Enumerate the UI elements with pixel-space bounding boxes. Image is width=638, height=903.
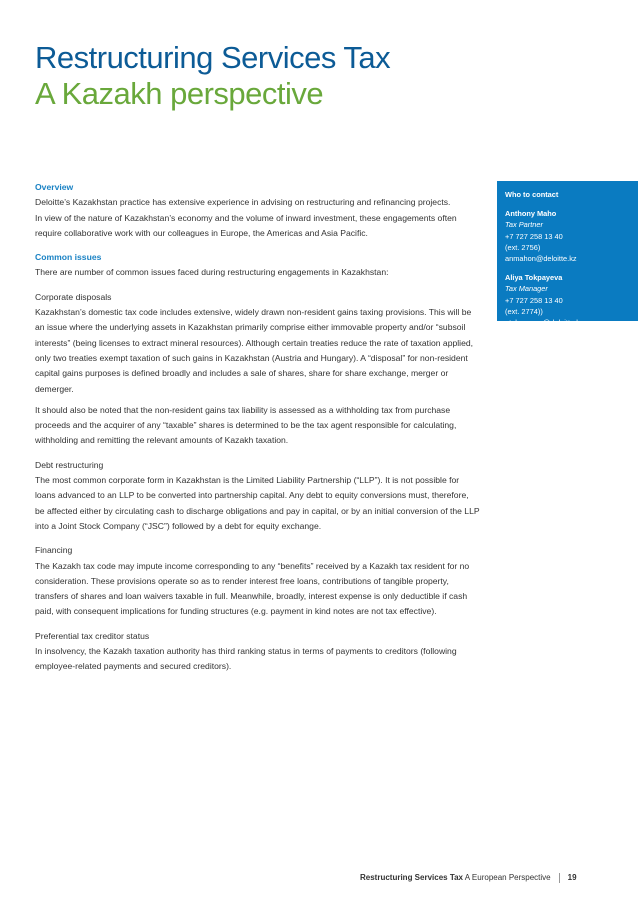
overview-line-1: Deloitte’s Kazakhstan practice has extensive experience in advising on restructuring and refinancing projects. bbox=[35, 197, 451, 208]
contact-card bbox=[505, 208, 638, 264]
corporate-disposals-text: Kazakhstan’s domestic tax code includes extensive, widely drawn non-resident gains taxing provisions. This will be an issue where the underlying assets in Kazakhstan primarily comprise either immovable property and/or “subsoil interests” (being licenses to extract mineral resources). Although certain treaties reduce the rate of taxation applied, only two treaties exempt taxation of such gains in Kazakhstan (Austria and Hungary). A “disposal” for non-resident capital gains purposes is defined broadly and includes a sale of shares, share for share exchange, merger or demerger. bbox=[35, 307, 474, 394]
footer-title-rest: A European Perspective bbox=[463, 873, 551, 882]
corporate-disposals-section bbox=[35, 290, 480, 449]
contact-role: Tax Partner bbox=[505, 220, 543, 230]
contact-name: Anthony Maho bbox=[505, 209, 557, 219]
footer-divider bbox=[559, 873, 560, 883]
debt-restructuring-heading: Debt restructuring bbox=[35, 459, 104, 470]
debt-restructuring-text: The most common corporate form in Kazakhstan is the Limited Liability Partnership (“LLP”). It is not possible for loans advanced to an LLP to be converted into partnership capital. Any debt to equity conversions must, therefore, be affected either by circulating cash to discharge obligations and pay in capital, or by an initial conversion of the LLP into a Joint Stock Company (“JSC”) followed by a debt for equity exchange. bbox=[35, 475, 480, 531]
contact-ext: (ext. 2774)) bbox=[505, 306, 543, 316]
page-number: 19 bbox=[567, 873, 577, 882]
contact-phone: +7 727 258 13 40 bbox=[505, 231, 563, 241]
debt-restructuring-section bbox=[35, 458, 480, 534]
contact-sidebar bbox=[497, 181, 638, 328]
financing-heading: Financing bbox=[35, 545, 73, 556]
contact-role: Tax Manager bbox=[505, 284, 548, 294]
financing-text: The Kazakh tax code may impute income corresponding to any “benefits” received by a Kazakh tax resident for no consideration. These provisions operate so as to render interest free loans, contributions of tangible property, transfers of shares and loan waivers taxable in full. Meanwhile, broadly, interest expense is only deductible if cash paid, with consequent implications for funding structures (e.g. payment in kind notes are not tax effective). bbox=[35, 560, 470, 617]
contact-phone: +7 727 258 13 40 bbox=[505, 295, 563, 305]
page-footer bbox=[360, 872, 610, 884]
preferential-section bbox=[35, 629, 480, 675]
overview-line-2: In view of the nature of Kazakhstan’s economy and the volume of inward investment, these engagements often require collaborative work with our colleagues in Europe, the Americas and Asia Pacific. bbox=[35, 212, 457, 238]
common-issues-section bbox=[35, 250, 480, 281]
preferential-heading: Preferential tax creditor status bbox=[35, 630, 150, 641]
sidebar-heading: Who to contact bbox=[505, 190, 559, 199]
contact-ext: (ext. 2756) bbox=[505, 242, 541, 252]
corporate-disposals-text-2: It should also be noted that the non-resident gains tax liability is assessed as a withholding tax from purchase proceeds and the acquirer of any “taxable” shares is determined to be the tax agent responsible for calculating, withholding and remitting the relevant amounts of Kazakh taxation. bbox=[35, 404, 457, 446]
common-issues-heading: Common issues bbox=[35, 252, 102, 263]
contact-name: Aliya Tokpayeva bbox=[505, 273, 563, 283]
contact-email[interactable]: anmahon@deloitte.kz bbox=[505, 254, 577, 264]
overview-heading: Overview bbox=[35, 182, 74, 192]
title-line-1: Restructuring Services Tax bbox=[35, 40, 391, 75]
page-title bbox=[35, 40, 390, 112]
main-content bbox=[35, 180, 480, 682]
title-line-2: A Kazakh perspective bbox=[35, 76, 324, 111]
common-issues-text: There are number of common issues faced during restructuring engagements in Kazakhstan: bbox=[35, 267, 389, 278]
financing-section bbox=[35, 543, 480, 619]
contact-card bbox=[505, 272, 638, 328]
contact-email[interactable]: atokpayeva@deloitte.kz bbox=[505, 318, 584, 328]
footer-title-bold: Restructuring Services Tax bbox=[360, 873, 464, 882]
corporate-disposals-heading: Corporate disposals bbox=[35, 291, 112, 302]
preferential-text: In insolvency, the Kazakh taxation authority has third ranking status in terms of payments to creditors (following employee-related payments and secured creditors). bbox=[35, 646, 457, 672]
overview-section bbox=[35, 180, 480, 241]
